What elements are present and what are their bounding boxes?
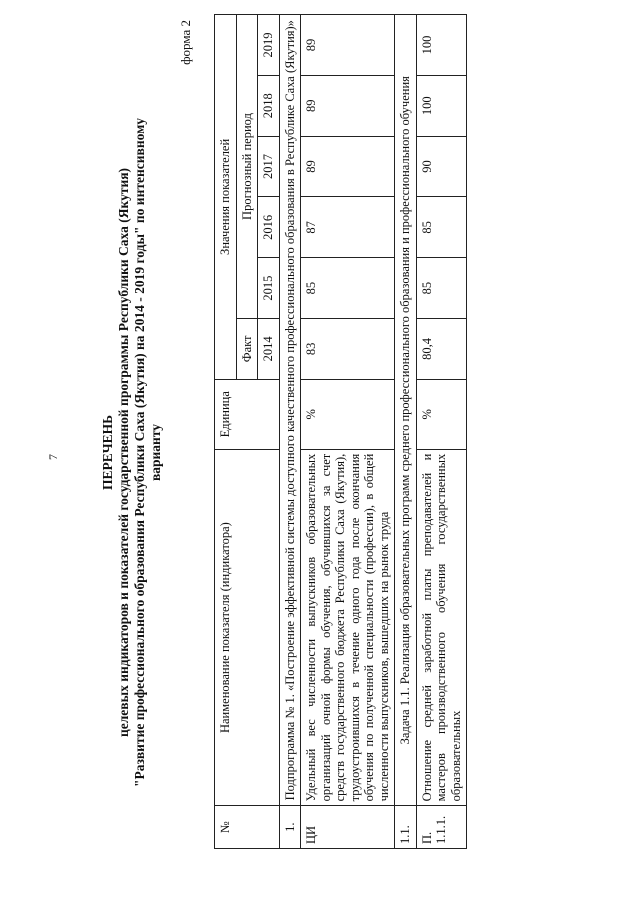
task-text: Задача 1.1. Реализация образовательных программ среднего профессионального образования и профессионального обучения	[395, 15, 417, 806]
item-value: 90	[416, 136, 467, 197]
header-unit: Единица	[215, 379, 280, 449]
item-value: 100	[416, 15, 467, 76]
subprogram-num: 1.	[279, 806, 301, 849]
header-year: 2019	[258, 15, 280, 76]
title-line-3: "Развитие профессионального образования Республики Саха (Якутия) на 2014 - 2019 годы" по интенсивному	[132, 117, 147, 788]
item-num: П. 1.1.1.	[416, 806, 467, 849]
indicator-value: 85	[301, 258, 395, 319]
item-row	[416, 15, 467, 849]
title-line-1: ПЕРЕЧЕНЬ	[100, 414, 115, 491]
indicator-unit: %	[301, 379, 395, 449]
header-name: Наименование показателя (индикатора)	[215, 449, 280, 806]
task-num: 1.1.	[395, 806, 417, 849]
title-line-2: целевых индикаторов и показателей государственной программы Республики Саха (Якутия)	[116, 167, 131, 738]
indicator-row	[301, 15, 395, 849]
item-unit: %	[416, 379, 467, 449]
header-num: №	[215, 806, 280, 849]
indicator-name: Удельный вес численности выпускников образовательных организаций очной формы обучения, обучившихся за счет средств государственного бюджета Республики Саха (Якутия), трудоустроившихся в течение одного года после окончания обучения по полученной специальности (профессии), в общей численности выпускников, вышедших на рынок труда	[301, 449, 395, 806]
indicators-table	[214, 14, 467, 849]
indicator-value: 87	[301, 197, 395, 258]
document-title	[100, 0, 164, 905]
page-number: 7	[46, 454, 60, 460]
item-value: 100	[416, 75, 467, 136]
indicator-value: 89	[301, 15, 395, 76]
subprogram-row	[279, 15, 301, 849]
item-name: Отношение средней заработной платы преподавателей и мастеров производственного обучения государственных образовательных	[416, 449, 467, 806]
title-line-4: варианту	[148, 423, 163, 482]
header-row-1	[215, 15, 237, 849]
form-label: форма 2	[178, 20, 193, 65]
header-year: 2018	[258, 75, 280, 136]
indicator-value: 83	[301, 318, 395, 379]
header-year: 2014	[258, 318, 280, 379]
header-values-group: Значения показателей	[215, 15, 237, 380]
header-forecast: Прогнозный период	[236, 15, 258, 319]
item-value: 85	[416, 197, 467, 258]
subprogram-text: Подпрограмма № 1. «Построение эффективной системы доступного качественного профессионального образования в Республике Саха (Якутия)»	[279, 15, 301, 806]
item-value: 80,4	[416, 318, 467, 379]
indicator-num: ЦИ	[301, 806, 395, 849]
header-year: 2016	[258, 197, 280, 258]
item-value: 85	[416, 258, 467, 319]
header-year: 2017	[258, 136, 280, 197]
header-fact: Факт	[236, 318, 258, 379]
indicator-value: 89	[301, 75, 395, 136]
indicator-value: 89	[301, 136, 395, 197]
header-year: 2015	[258, 258, 280, 319]
task-row	[395, 15, 417, 849]
